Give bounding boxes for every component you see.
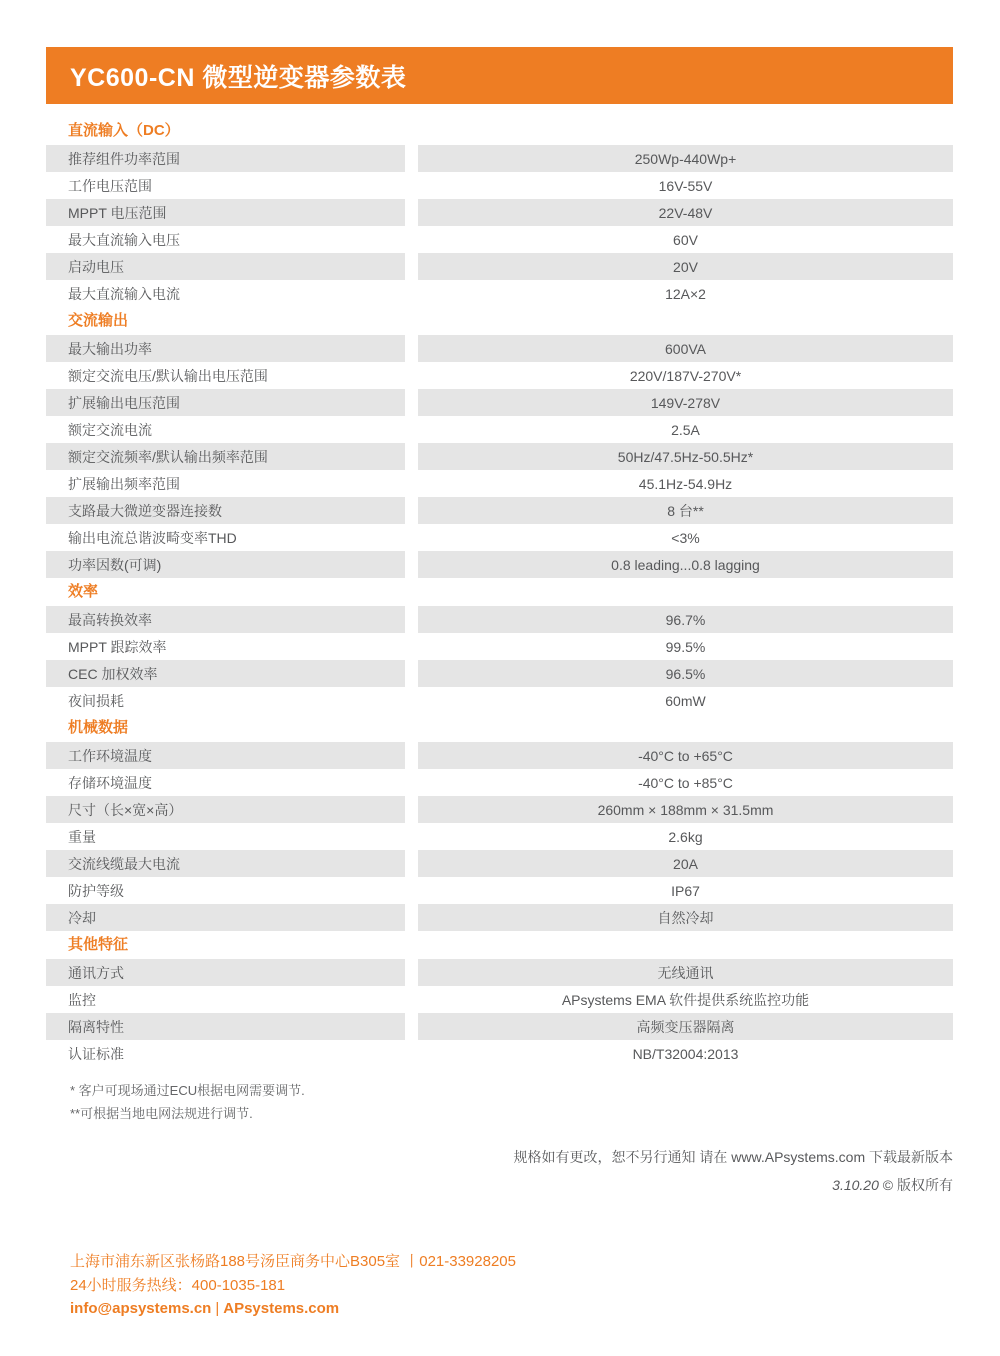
spec-label: 夜间损耗 [68, 692, 124, 709]
spec-value: -40°C to +65°C [418, 742, 953, 769]
spec-value: 250Wp-440Wp+ [418, 145, 953, 172]
spec-value: 22V-48V [418, 199, 953, 226]
version-number: 3.10.20 [832, 1177, 879, 1193]
spec-value: IP67 [671, 882, 700, 899]
footer-links-separator: | [215, 1300, 220, 1317]
spec-value: -40°C to +85°C [638, 774, 733, 791]
spec-value: 99.5% [665, 638, 706, 655]
spec-value: 20V [418, 253, 953, 280]
spec-label: 工作电压范围 [68, 177, 152, 194]
revision-note-line1: 规格如有更改，恕不另行通知 请在 www.APsystems.com 下载最新版本 [513, 1149, 953, 1165]
spec-label: MPPT 电压范围 [46, 199, 405, 226]
spec-label: 认证标准 [68, 1045, 124, 1062]
spec-row [46, 524, 953, 551]
spec-row [46, 687, 953, 714]
spec-value: 16V-55V [658, 177, 713, 194]
footer-hotline: 24小时服务热线：400-1035-181 [70, 1276, 286, 1294]
footer-website-link[interactable]: APsystems.com [223, 1300, 340, 1317]
spec-value: <3% [671, 529, 700, 546]
spec-row [46, 389, 953, 416]
spec-row [46, 742, 953, 769]
spec-label: CEC 加权效率 [46, 660, 405, 687]
spec-value: 无线通讯 [418, 959, 953, 986]
spec-label: 扩展输出电压范围 [46, 389, 405, 416]
spec-label: 最大直流输入电压 [68, 231, 180, 248]
section-heading: 交流输出 [68, 312, 129, 329]
spec-value: 2.5A [671, 421, 700, 438]
spec-label: 额定交流频率/默认输出频率范围 [46, 443, 405, 470]
spec-label: 重量 [68, 828, 96, 845]
spec-row [46, 823, 953, 850]
spec-value: 45.1Hz-54.9Hz [638, 475, 733, 492]
spec-value: 96.5% [418, 660, 953, 687]
spec-label: 最大输出功率 [46, 335, 405, 362]
revision-note-line2 [46, 1171, 953, 1199]
spec-value: 149V-278V [418, 389, 953, 416]
spec-value: 8 台** [418, 497, 953, 524]
title-bar [46, 47, 953, 104]
spec-label: 隔离特性 [46, 1013, 405, 1040]
spec-value: 260mm × 188mm × 31.5mm [418, 796, 953, 823]
spec-label: 冷却 [46, 904, 405, 931]
spec-label: 输出电流总谐波畸变率THD [68, 529, 237, 546]
spec-row [46, 769, 953, 796]
spec-label: 最大直流输入电流 [68, 285, 180, 302]
copyright-text: © 版权所有 [878, 1177, 953, 1193]
spec-row [46, 1013, 953, 1040]
spec-row [46, 959, 953, 986]
spec-row [46, 606, 953, 633]
spec-label: 额定交流电流 [68, 421, 152, 438]
section-heading: 其他特征 [68, 936, 129, 953]
spec-label: 最高转换效率 [46, 606, 405, 633]
page-title: YC600-CN 微型逆变器参数表 [70, 63, 407, 92]
spec-row [46, 497, 953, 524]
spec-value: 12A×2 [665, 285, 706, 302]
spec-row [46, 253, 953, 280]
spec-label: 功率因数(可调) [46, 551, 405, 578]
spec-label: MPPT 跟踪效率 [68, 638, 167, 655]
spec-row [46, 362, 953, 389]
spec-row [46, 796, 953, 823]
spec-label: 交流线缆最大电流 [46, 850, 405, 877]
spec-row [46, 145, 953, 172]
spec-row [46, 416, 953, 443]
spec-value: 50Hz/47.5Hz-50.5Hz* [418, 443, 953, 470]
spec-row [46, 443, 953, 470]
footer-address: 上海市浦东新区张杨路188号汤臣商务中心B305室 丨021-33928205 [70, 1253, 516, 1270]
spec-value: APsystems EMA 软件提供系统监控功能 [561, 991, 810, 1008]
spec-label: 额定交流电压/默认输出电压范围 [68, 367, 268, 384]
spec-label: 尺寸（长×宽×高） [46, 796, 405, 823]
spec-row [46, 335, 953, 362]
spec-label: 启动电压 [46, 253, 405, 280]
spec-value: 220V/187V-270V* [629, 367, 742, 384]
spec-label: 通讯方式 [46, 959, 405, 986]
spec-value: 20A [418, 850, 953, 877]
footer-email-link[interactable]: info@apsystems.cn [70, 1300, 212, 1317]
spec-table [46, 104, 953, 1199]
spec-row [46, 551, 953, 578]
spec-row [46, 1040, 953, 1067]
spec-row [46, 904, 953, 931]
section-heading: 效率 [68, 583, 99, 600]
section-heading: 机械数据 [68, 719, 129, 736]
spec-label: 存储环境温度 [68, 774, 152, 791]
spec-row [46, 280, 953, 307]
footnote-line: * 客户可现场通过ECU根据电网需要调节. [70, 1083, 305, 1098]
spec-value: NB/T32004:2013 [632, 1045, 739, 1062]
spec-value: 60V [673, 231, 698, 248]
spec-value: 2.6kg [668, 828, 703, 845]
spec-label: 工作环境温度 [46, 742, 405, 769]
spec-label: 推荐组件功率范围 [46, 145, 405, 172]
spec-row [46, 470, 953, 497]
spec-row [46, 633, 953, 660]
revision-note [46, 1143, 953, 1199]
footnotes [46, 1079, 953, 1125]
spec-row [46, 199, 953, 226]
footer-contact-block [70, 1250, 516, 1321]
spec-value: 0.8 leading...0.8 lagging [418, 551, 953, 578]
spec-row [46, 986, 953, 1013]
spec-row [46, 172, 953, 199]
spec-label: 扩展输出频率范围 [68, 475, 180, 492]
spec-row [46, 660, 953, 687]
spec-row [46, 226, 953, 253]
spec-row [46, 877, 953, 904]
spec-label: 监控 [68, 991, 96, 1008]
spec-label: 防护等级 [68, 882, 124, 899]
spec-value: 自然冷却 [418, 904, 953, 931]
footer-links [70, 1297, 516, 1321]
spec-label: 支路最大微逆变器连接数 [46, 497, 405, 524]
spec-value: 高频变压器隔离 [418, 1013, 953, 1040]
spec-row [46, 850, 953, 877]
spec-value: 96.7% [418, 606, 953, 633]
spec-value: 600VA [418, 335, 953, 362]
section-heading: 直流输入（DC） [68, 122, 180, 139]
footnote-line: **可根据当地电网法规进行调节. [70, 1106, 253, 1121]
spec-value: 60mW [665, 692, 706, 709]
